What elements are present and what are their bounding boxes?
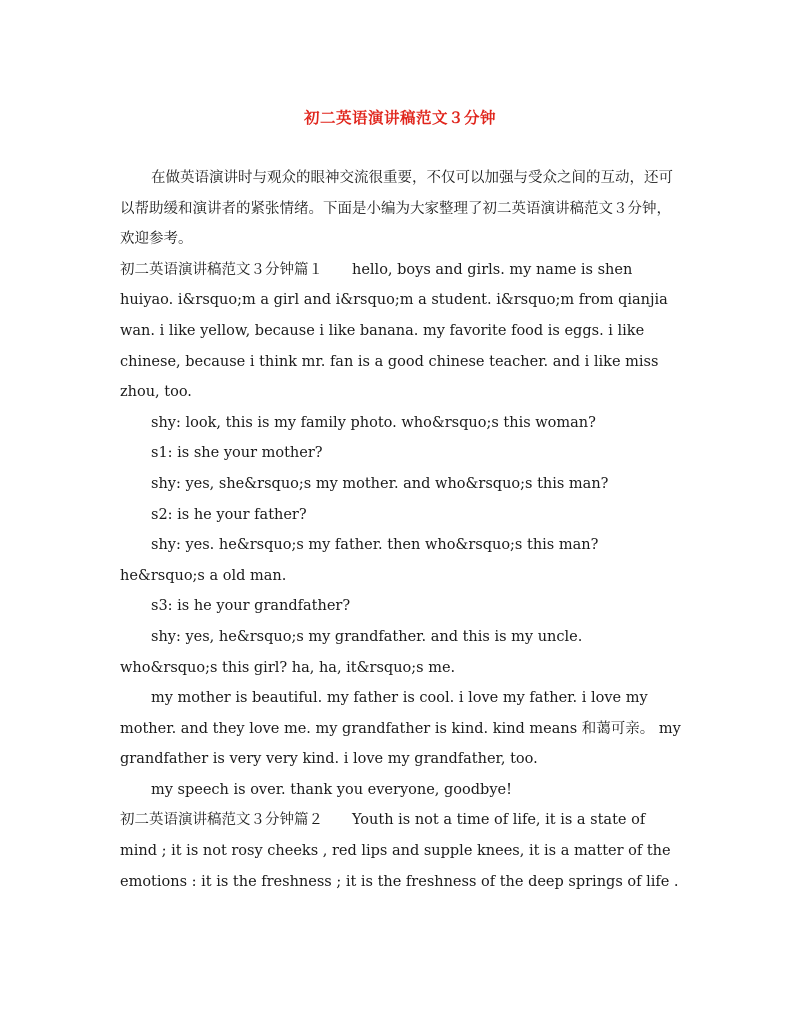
family-paragraph: my mother is beautiful. my father is cool. i love my father. i love my mother. and they love me. my grandfather is kind. kind means 和蔼可亲。 my grandfather is very very kind. i love my grandfather, too. [120, 690, 681, 768]
page-title: 初二英语演讲稿范文３分钟 [303, 108, 496, 127]
dialogue-line: s3: is he your grandfather? [151, 598, 351, 615]
dialogue-line: s1: is she your mother? [151, 445, 323, 462]
dialogue-line: shy: yes, he&rsquo;s my grandfather. and this is my uncle. who&rsquo;s this girl? ha, ha, it&rsquo;s me. [120, 628, 583, 676]
closing-line: my speech is over. thank you everyone, goodbye! [151, 781, 512, 798]
speech-1-paragraph: 初二英语演讲稿范文３分钟篇１ hello, boys and girls. my name is shen huiyao. i&rsquo;m a girl and i&rsquo;m a student. i&rsquo;m from qianjia wan. i like yellow, because i like banana. my favorite food is eggs. i like chinese, because i think mr. fan is a good chinese teacher. and i like miss zhou, too. [120, 261, 668, 401]
document-body [120, 163, 682, 897]
dialogue-line: s2: is he your father? [151, 506, 307, 523]
dialogue-line: shy: yes, she&rsquo;s my mother. and who&rsquo;s this man? [151, 475, 609, 492]
dialogue-line: shy: look, this is my family photo. who&rsquo;s this woman? [151, 414, 596, 431]
speech-2-paragraph: 初二英语演讲稿范文３分钟篇２ Youth is not a time of life, it is a state of mind ; it is not rosy cheeks , red lips and supple knees, it is a matter of the emotions : it is the freshness ; it is the freshness of the deep springs of life . [120, 812, 679, 890]
intro-paragraph: 在做英语演讲时与观众的眼神交流很重要，不仅可以加强与受众之间的互动，还可以帮助缓和演讲者的紧张情绪。下面是小编为大家整理了初二英语演讲稿范文３分钟，欢迎参考。 [120, 170, 673, 248]
dialogue-line: shy: yes. he&rsquo;s my father. then who&rsquo;s this man? he&rsquo;s a old man. [120, 537, 599, 584]
